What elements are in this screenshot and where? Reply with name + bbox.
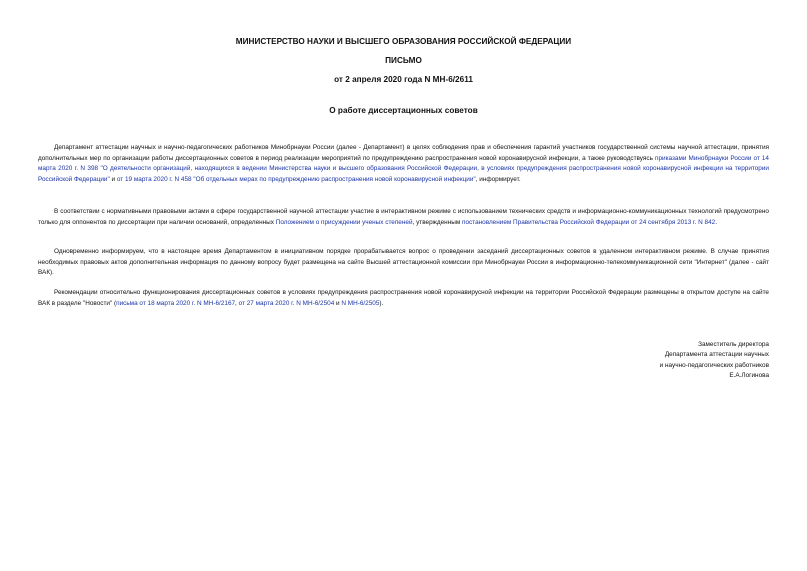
signature-department: Департамента аттестации научных <box>664 351 769 359</box>
signature-department-cont: и научно-педагогических работников <box>659 361 769 369</box>
link-government-decree-842[interactable]: постановлением Правительства Российской Федерации от 24 сентября 2013 г. N 842 <box>462 218 716 226</box>
signature-title: Заместитель директора <box>698 341 769 348</box>
paragraph-text: , утвержденным <box>412 218 462 226</box>
paragraph-3 <box>38 247 769 279</box>
paragraph-text: , информирует. <box>475 175 521 183</box>
paragraph-text: . <box>715 218 717 226</box>
paragraph-text: Департамент аттестации научных и научно-педагогических работников Минобрнауки России (далее - Департамент) в целях соблюдения прав и обеспечения гарантий участников государственной системы научной аттестации, принятия дополнительных мер по организации работы диссертационных советов в период реализации мероприятий по предупреждению распространения новой коронавирусной инфекции, а также руководствуясь <box>38 144 769 162</box>
link-letter-2504[interactable]: от 27 марта 2020 г. N МН-6/2504 <box>238 299 335 307</box>
paragraph-text: и <box>334 299 342 307</box>
ministry-heading: МИНИСТЕРСТВО НАУКИ И ВЫСШЕГО ОБРАЗОВАНИЯ РОССИЙСКОЙ ФЕДЕРАЦИИ <box>235 37 572 46</box>
paragraph-text: Рекомендации относительно функционирования диссертационных советов в условиях предупреждения распространения новой коронавирусной инфекции на территории Российской Федерации размещены в открытом доступе на сайте ВАК в разделе "Новости" ( <box>38 289 769 307</box>
paragraph-text: , <box>235 299 239 307</box>
paragraph-text: Одновременно информируем, что в настоящее время Департаментом в инициативном порядке прорабатывается вопрос о проведении заседаний диссертационных советов в удаленном интерактивном режиме. В случае принятия необходимых правовых актов дополнительная информация по данному вопросу будет размещена на сайте Высшей аттестационной комиссии при Минобрнауки России в информационно-телекоммуникационной сети "Интернет" (далее - сайт ВАК). <box>38 248 769 277</box>
paragraph-text: и <box>109 175 117 183</box>
paragraph-text: В соответствии с нормативными правовыми актами в сфере государственной научной аттестации участие в интерактивном режиме с использованием технических средств и информационно-коммуникационных технологий предусмотрено только для оппонентов по диссертации при наличии оснований, определенных <box>38 208 769 226</box>
paragraph-1 <box>38 143 769 185</box>
date-number-heading: от 2 апреля 2020 года N МН-6/2611 <box>334 75 473 84</box>
link-regulation-degrees[interactable]: Положением о присуждении ученых степеней <box>275 218 413 226</box>
subject-heading: О работе диссертационных советов <box>329 106 478 115</box>
signature-name: Е.А.Логинова <box>729 372 769 380</box>
paragraph-2 <box>38 207 769 228</box>
paragraph-4 <box>38 288 769 309</box>
link-letter-2505[interactable]: N МН-6/2505 <box>341 299 380 307</box>
link-order-398[interactable]: приказами Минобрнауки России от 14 марта 2020 г. N 398 "О деятельности организаций, находящихся в ведении Министерства науки и высшего образования Российской Федерации, в условиях предупреждения распространения новой коронавирусной инфекции на территории Российской Федерации" <box>38 154 769 183</box>
signature-block <box>660 340 769 382</box>
link-letter-2167[interactable]: письма от 18 марта 2020 г. N МН-6/2167 <box>116 299 236 307</box>
paragraph-text: ). <box>379 299 384 307</box>
link-order-458[interactable]: от 19 марта 2020 г. N 458 "Об отдельных мерах по предупреждению распространения новой коронавирусной инфекции" <box>116 175 476 183</box>
document-type-heading: ПИСЬМО <box>385 56 422 65</box>
